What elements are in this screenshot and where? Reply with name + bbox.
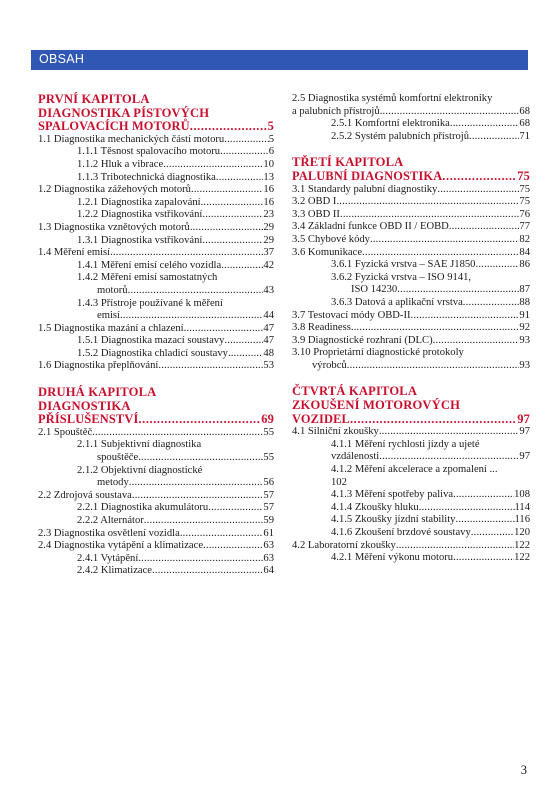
toc-entry[interactable]: 1.2.2 Diagnostika vstřikování ..... 23 [38,209,274,222]
toc-entry[interactable]: 2.2 Zdrojová soustava ..... 57 [38,490,274,503]
toc-entry-wrapped[interactable]: 2.1.1 Subjektivní diagnostika spouštěče ..... 55 [38,439,274,464]
toc-entry[interactable]: 1.1.3 Tribotechnická diagnostika ..... 13 [38,172,274,185]
toc-entry[interactable]: 2.3 Diagnostika osvětlení vozidla ..... 61 [38,528,274,541]
toc-entry[interactable]: 3.6 Komunikace ..... 84 [292,247,530,260]
page-ref: 69 [261,412,274,427]
toc-entry-wrapped[interactable]: 1.4.3 Přístroje používané k měření emisí ..... 44 [38,298,274,323]
toc-entry[interactable]: 1.1.2 Hluk a vibrace ..... 10 [38,159,274,172]
toc-entry-wrapped[interactable]: 2.1.2 Objektivní diagnostické metody ..... 56 [38,465,274,490]
toc-entry[interactable]: 4.1.4 Zkoušky hluku ..... 114 [292,502,530,515]
toc-entry[interactable]: 1.1.1 Těsnost spalovacího motoru ..... 6 [38,146,274,159]
toc-entry[interactable]: 4.1.5 Zkoušky jízdní stability ..... 116 [292,514,530,527]
toc-entry[interactable]: 1.1 Diagnostika mechanických částí motoru ..... 5 [38,134,274,147]
toc-entry[interactable]: 4.2.1 Měření výkonu motoru ..... 122 [292,552,530,565]
toc-right-column [292,93,530,565]
toc-entry[interactable]: 3.6.1 Fyzická vrstva – SAE J1850 ..... 86 [292,259,530,272]
toc-entry[interactable]: 3.2 OBD I ..... 75 [292,196,530,209]
toc-entry[interactable]: 1.4 Měření emisí ..... 37 [38,247,274,260]
toc-entry-wrapped[interactable]: 3.6.2 Fyzická vrstva – ISO 9141, ISO 14230 ..... 87 [292,272,530,297]
toc-entry-wrapped[interactable]: 3.10 Proprietární diagnostické protokoly výrobců ..... 93 [292,347,530,372]
toc-entry[interactable]: 4.1.6 Zkoušení brzdové soustavy ..... 120 [292,527,530,540]
toc-entry[interactable]: 1.4.1 Měření emisí celého vozidla ..... 42 [38,260,274,273]
toc-entry[interactable]: 2.2.2 Alternátor ..... 59 [38,515,274,528]
toc-entry[interactable]: 1.2.1 Diagnostika zapalování ..... 16 [38,197,274,210]
toc-entry-wrapped[interactable]: 4.1.2 Měření akcelerace a zpomalení ... 102 [331,464,498,488]
chapter-subtitle-line: VOZIDEL ..... 97 [292,413,530,427]
toc-entry[interactable]: 4.2 Laboratorní zkoušky ..... 122 [292,540,530,553]
toc-entry[interactable]: 2.4 Diagnostika vytápění a klimatizace ..... 63 [38,540,274,553]
chapter-subtitle-line: SPALOVACÍCH MOTORŮ ..... 5 [38,120,274,134]
toc-entry[interactable]: 2.2.1 Diagnostika akumulátoru ..... 57 [38,502,274,515]
toc-entry[interactable]: 1.2 Diagnostika zážehových motorů ..... 16 [38,184,274,197]
toc-entry[interactable]: 3.1 Standardy palubní diagnostiky ..... 75 [292,184,530,197]
chapter-3-heading[interactable] [292,156,530,183]
chapter-title: TŘETÍ KAPITOLA [292,155,404,170]
toc-entry[interactable]: 2.4.1 Vytápění ..... 63 [38,553,274,566]
toc-entry[interactable]: 3.6.3 Datová a aplikační vrstva ..... 88 [292,297,530,310]
toc-entry[interactable]: 4.1 Silniční zkoušky ..... 97 [292,426,530,439]
chapter-2-heading[interactable] [38,386,274,427]
toc-entry[interactable]: 3.5 Chybové kódy ..... 82 [292,234,530,247]
chapter-subtitle: DIAGNOSTIKA [38,398,131,413]
page-ref: 97 [517,411,530,426]
toc-entry[interactable]: 1.5.1 Diagnostika mazací soustavy ..... 47 [38,335,274,348]
chapter-subtitle: DIAGNOSTIKA PÍSTOVÝCH [38,105,210,120]
toc-entry-wrapped[interactable]: 4.1.1 Měření rychlosti jízdy a ujeté vzdálenosti ..... 97 [292,439,530,464]
page-ref: 5 [267,119,274,134]
toc-entry[interactable]: 3.3 OBD II ..... 76 [292,209,530,222]
toc-entry[interactable]: 1.3 Diagnostika vznětových motorů ..... 29 [38,222,274,235]
toc-entry[interactable]: 3.7 Testovací módy OBD-II ..... 91 [292,310,530,323]
page-ref: 75 [517,168,530,183]
toc-entry[interactable]: 1.5.2 Diagnostika chladicí soustavy ..... 48 [38,348,274,361]
chapter-subtitle: ZKOUŠENÍ MOTOROVÝCH [292,398,461,413]
toc-entry[interactable]: 1.5 Diagnostika mazání a chlazení ..... 47 [38,323,274,336]
toc-entry[interactable]: 2.4.2 Klimatizace ..... 64 [38,565,274,578]
page-number: 3 [520,763,527,777]
chapter-title: ČTVRTÁ KAPITOLA [292,384,418,399]
toc-left-column [38,93,274,578]
chapter-title: PRVNÍ KAPITOLA [38,92,150,106]
toc-entry[interactable]: 2.5.2 Systém palubních přístrojů ..... 71 [292,131,530,144]
chapter-subtitle-line: PŘÍSLUŠENSTVÍ ..... 69 [38,413,274,427]
chapter-title: DRUHÁ KAPITOLA [38,385,157,400]
toc-entry[interactable]: 2.1 Spouštěč ..... 55 [38,427,274,440]
section-banner [31,50,528,70]
toc-entry[interactable]: 2.5.1 Komfortní elektronika ..... 68 [292,118,530,131]
toc-entry-wrapped[interactable]: 2.5 Diagnostika systémů komfortní elektroniky a palubních přístrojů ..... 68 [292,93,530,118]
toc-entry[interactable]: 1.6 Diagnostika přeplňování ..... 53 [38,360,274,373]
toc-entry[interactable]: 3.9 Diagnostické rozhraní (DLC) ..... 93 [292,335,530,348]
toc-entry[interactable]: 1.3.1 Diagnostika vstřikování ..... 29 [38,235,274,248]
toc-entry-wrapped[interactable]: 1.4.2 Měření emisí samostatných motorů ..... 43 [38,272,274,297]
toc-entry[interactable]: 4.1.3 Měření spotřeby paliva ..... 108 [292,489,530,502]
toc-entry[interactable]: 3.4 Základní funkce OBD II / EOBD ..... 77 [292,221,530,234]
section-title: OBSAH [39,52,85,66]
toc-entry[interactable]: 3.8 Readiness ..... 92 [292,322,530,335]
chapter-subtitle-line: PALUBNÍ DIAGNOSTIKA ..... 75 [292,170,530,184]
chapter-4-heading[interactable] [292,385,530,426]
chapter-1-heading[interactable] [38,93,274,134]
